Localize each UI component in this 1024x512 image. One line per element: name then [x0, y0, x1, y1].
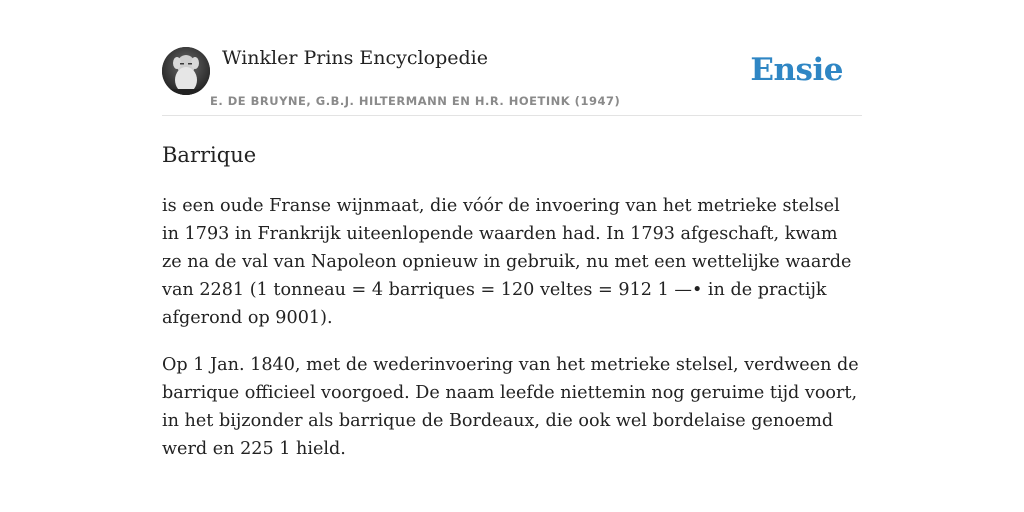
- source-header: [162, 46, 862, 116]
- author-avatar[interactable]: [162, 47, 210, 95]
- article-paragraph: is een oude Franse wijnmaat, die vóór de invoering van het metrieke stelsel in 1793 in Frankrijk uiteenlopende waarden had. In 1793 afgeschaft, kwam ze na de val van Napoleon opnieuw in gebruik, nu met een wettelijke waarde van 2281 (1 tonneau = 4 barriques = 120 veltes = 912 1 —• in de practijk afgerond op 9001).: [162, 196, 852, 328]
- article-title: Barrique: [162, 143, 257, 167]
- source-authors: E. DE BRUYNE, G.B.J. HILTERMANN EN H.R. HOETINK (1947): [210, 94, 621, 108]
- source-title[interactable]: Winkler Prins Encyclopedie: [222, 47, 488, 69]
- article-page: [162, 46, 862, 463]
- article-paragraph: Op 1 Jan. 1840, met de wederinvoering van het metrieke stelsel, verdween de barrique officieel voorgoed. De naam leefde niettemin nog geruime tijd voort, in het bijzonder als barrique de Bordeaux, die ook wel bordelaise genoemd werd en 225 1 hield.: [162, 355, 859, 459]
- portrait-icon: [162, 47, 210, 95]
- ensie-logo-link[interactable]: Ensie: [750, 52, 843, 88]
